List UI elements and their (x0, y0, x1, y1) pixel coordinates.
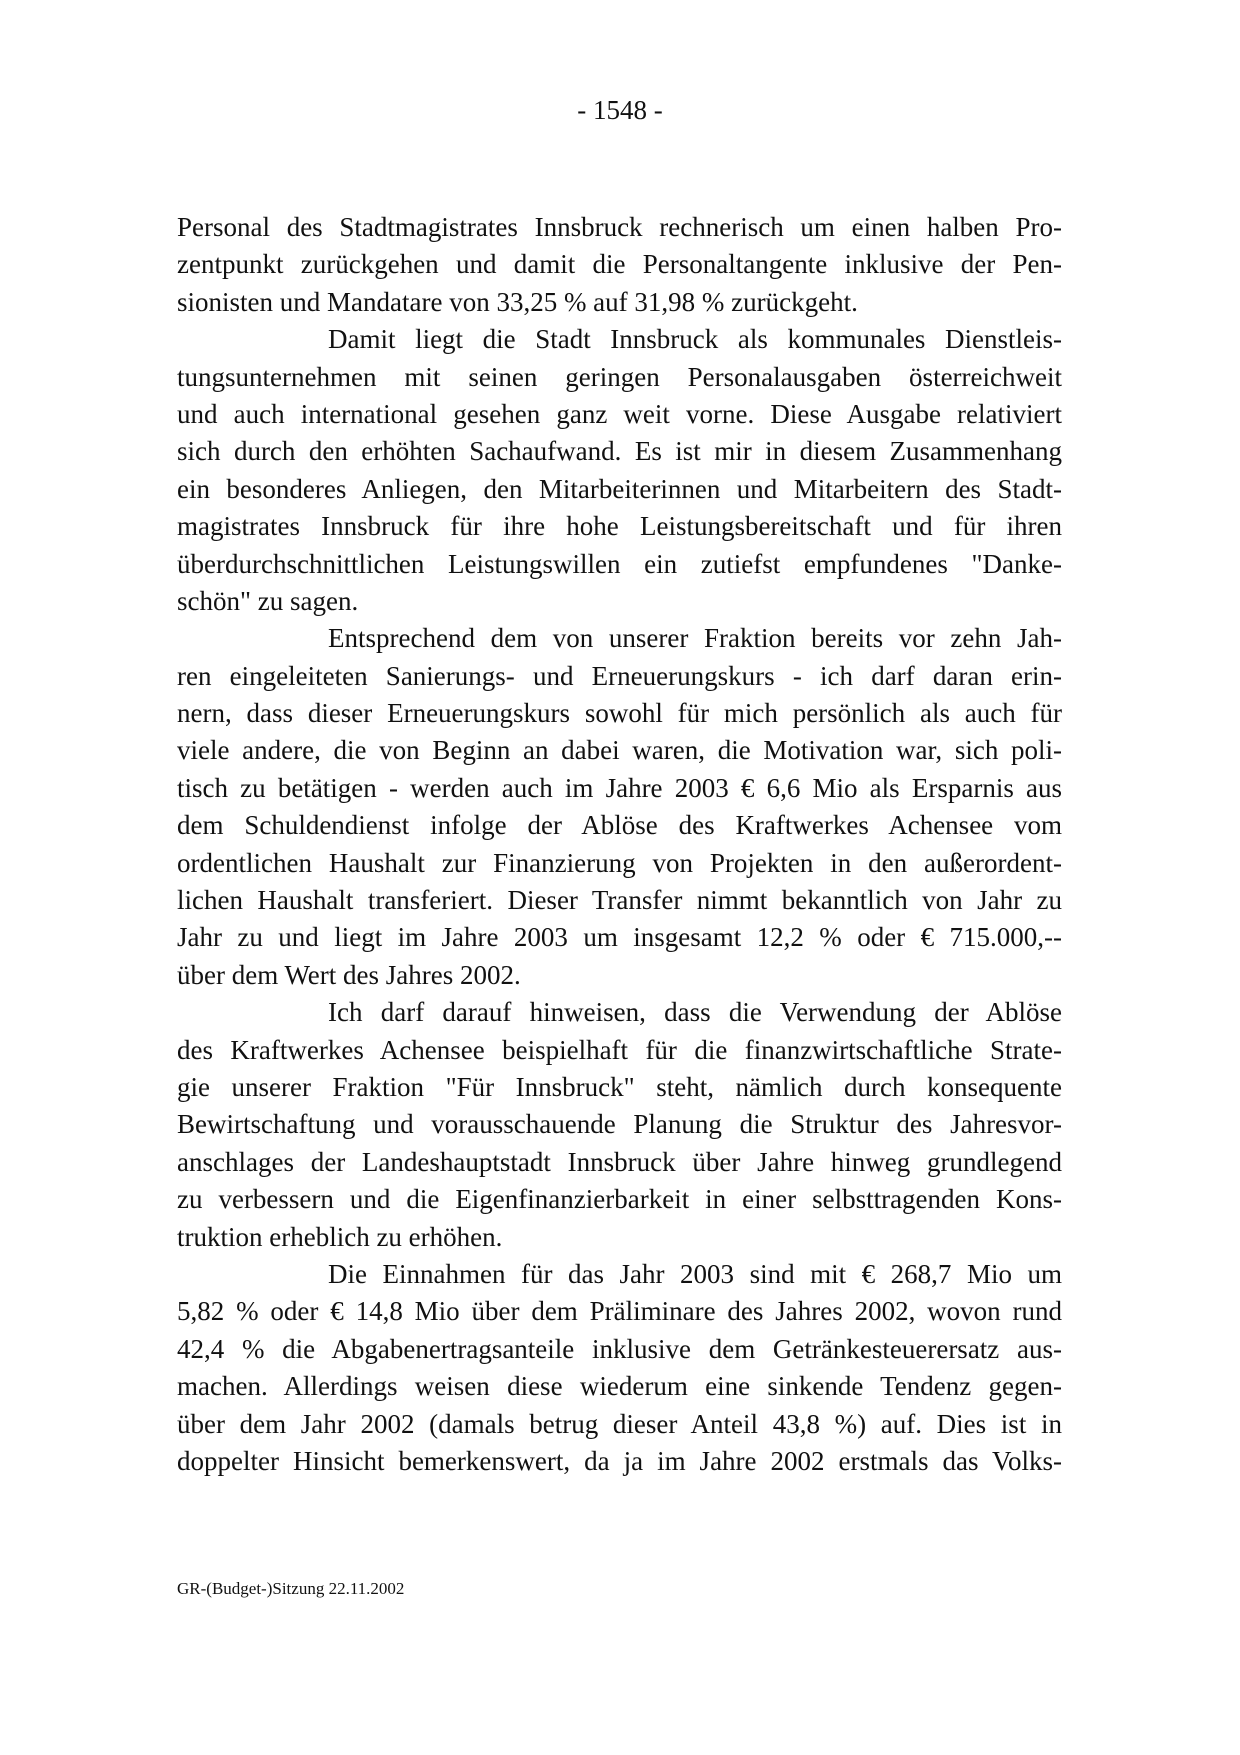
text-line: truktion erheblich zu erhöhen. (177, 1221, 503, 1252)
text-line: sich durch den erhöhten Sachaufwand. Es ist mir in diesem Zusammenhang (177, 436, 1062, 467)
text-line: zentpunkt zurückgehen und damit die Personaltangente inklusive der Pen- (177, 249, 1062, 280)
text-line: dem Schuldendienst infolge der Ablöse des Kraftwerkes Achensee vom (177, 810, 1062, 841)
paragraph (177, 994, 1062, 1256)
text-line: tungsunternehmen mit seinen geringen Personalausgaben österreichweit (177, 361, 1062, 392)
text-line: Personal des Stadtmagistrates Innsbruck rechnerisch um einen halben Pro- (177, 212, 1062, 242)
footer-session-label: GR-(Budget-)Sitzung 22.11.2002 (177, 1579, 405, 1598)
text-line: lichen Haushalt transferiert. Dieser Transfer nimmt bekanntlich von Jahr zu (177, 885, 1062, 916)
text-line: Ich darf darauf hinweisen, dass die Verwendung der Ablöse (328, 997, 1062, 1028)
text-line: Jahr zu und liegt im Jahre 2003 um insgesamt 12,2 % oder € 715.000,-- (177, 922, 1062, 953)
paragraph (177, 209, 1062, 321)
text-line: ordentlichen Haushalt zur Finanzierung von Projekten in den außerordent- (177, 847, 1062, 878)
text-line: sionisten und Mandatare von 33,25 % auf 31,98 % zurückgeht. (177, 286, 858, 317)
text-line: anschlages der Landeshauptstadt Innsbruck über Jahre hinweg grundlegend (177, 1146, 1062, 1177)
text-line: 42,4 % die Abgabenertragsanteile inklusive dem Getränkesteuerersatz aus- (177, 1333, 1062, 1364)
text-line: 5,82 % oder € 14,8 Mio über dem Präliminare des Jahres 2002, wovon rund (177, 1296, 1062, 1327)
text-line: des Kraftwerkes Achensee beispielhaft für die finanzwirtschaftliche Strate- (177, 1034, 1062, 1065)
text-line: zu verbessern und die Eigenfinanzierbarkeit in einer selbsttragenden Kons- (177, 1184, 1062, 1215)
text-line: überdurchschnittlichen Leistungswillen ein zutiefst empfundenes "Danke- (177, 548, 1062, 579)
text-line: ren eingeleiteten Sanierungs- und Erneuerungskurs - ich darf daran erin- (177, 660, 1062, 691)
text-line: Die Einnahmen für das Jahr 2003 sind mit € 268,7 Mio um (328, 1258, 1062, 1289)
paragraph (177, 321, 1062, 620)
body-text (177, 209, 1062, 1480)
text-line: und auch international gesehen ganz weit vorne. Diese Ausgabe relativiert (177, 398, 1062, 429)
text-line: Bewirtschaftung und vorausschauende Planung die Struktur des Jahresvor- (177, 1109, 1062, 1140)
text-line: magistrates Innsbruck für ihre hohe Leistungsbereitschaft und für ihren (177, 511, 1062, 542)
text-line: viele andere, die von Beginn an dabei waren, die Motivation war, sich poli- (177, 735, 1062, 766)
text-line: gie unserer Fraktion "Für Innsbruck" steht, nämlich durch konsequente (177, 1071, 1062, 1102)
text-line: über dem Jahr 2002 (damals betrug dieser Anteil 43,8 %) auf. Dies ist in (177, 1408, 1062, 1439)
paragraph (177, 620, 1062, 994)
text-line: schön" zu sagen. (177, 585, 359, 616)
text-line: über dem Wert des Jahres 2002. (177, 959, 521, 990)
text-line: ein besonderes Anliegen, den Mitarbeiterinnen und Mitarbeitern des Stadt- (177, 473, 1062, 504)
text-line: Damit liegt die Stadt Innsbruck als kommunales Dienstleis- (328, 324, 1062, 355)
text-line: tisch zu betätigen - werden auch im Jahre 2003 € 6,6 Mio als Ersparnis aus (177, 772, 1062, 803)
text-line: nern, dass dieser Erneuerungskurs sowohl für mich persönlich als auch für (177, 698, 1062, 729)
paragraph (177, 1256, 1062, 1480)
text-line: Entsprechend dem von unserer Fraktion bereits vor zehn Jah- (328, 623, 1062, 654)
text-line: machen. Allerdings weisen diese wiederum eine sinkende Tendenz gegen- (177, 1371, 1062, 1402)
text-line: doppelter Hinsicht bemerkenswert, da ja im Jahre 2002 erstmals das Volks- (177, 1445, 1062, 1476)
page-number: - 1548 - (577, 95, 663, 125)
